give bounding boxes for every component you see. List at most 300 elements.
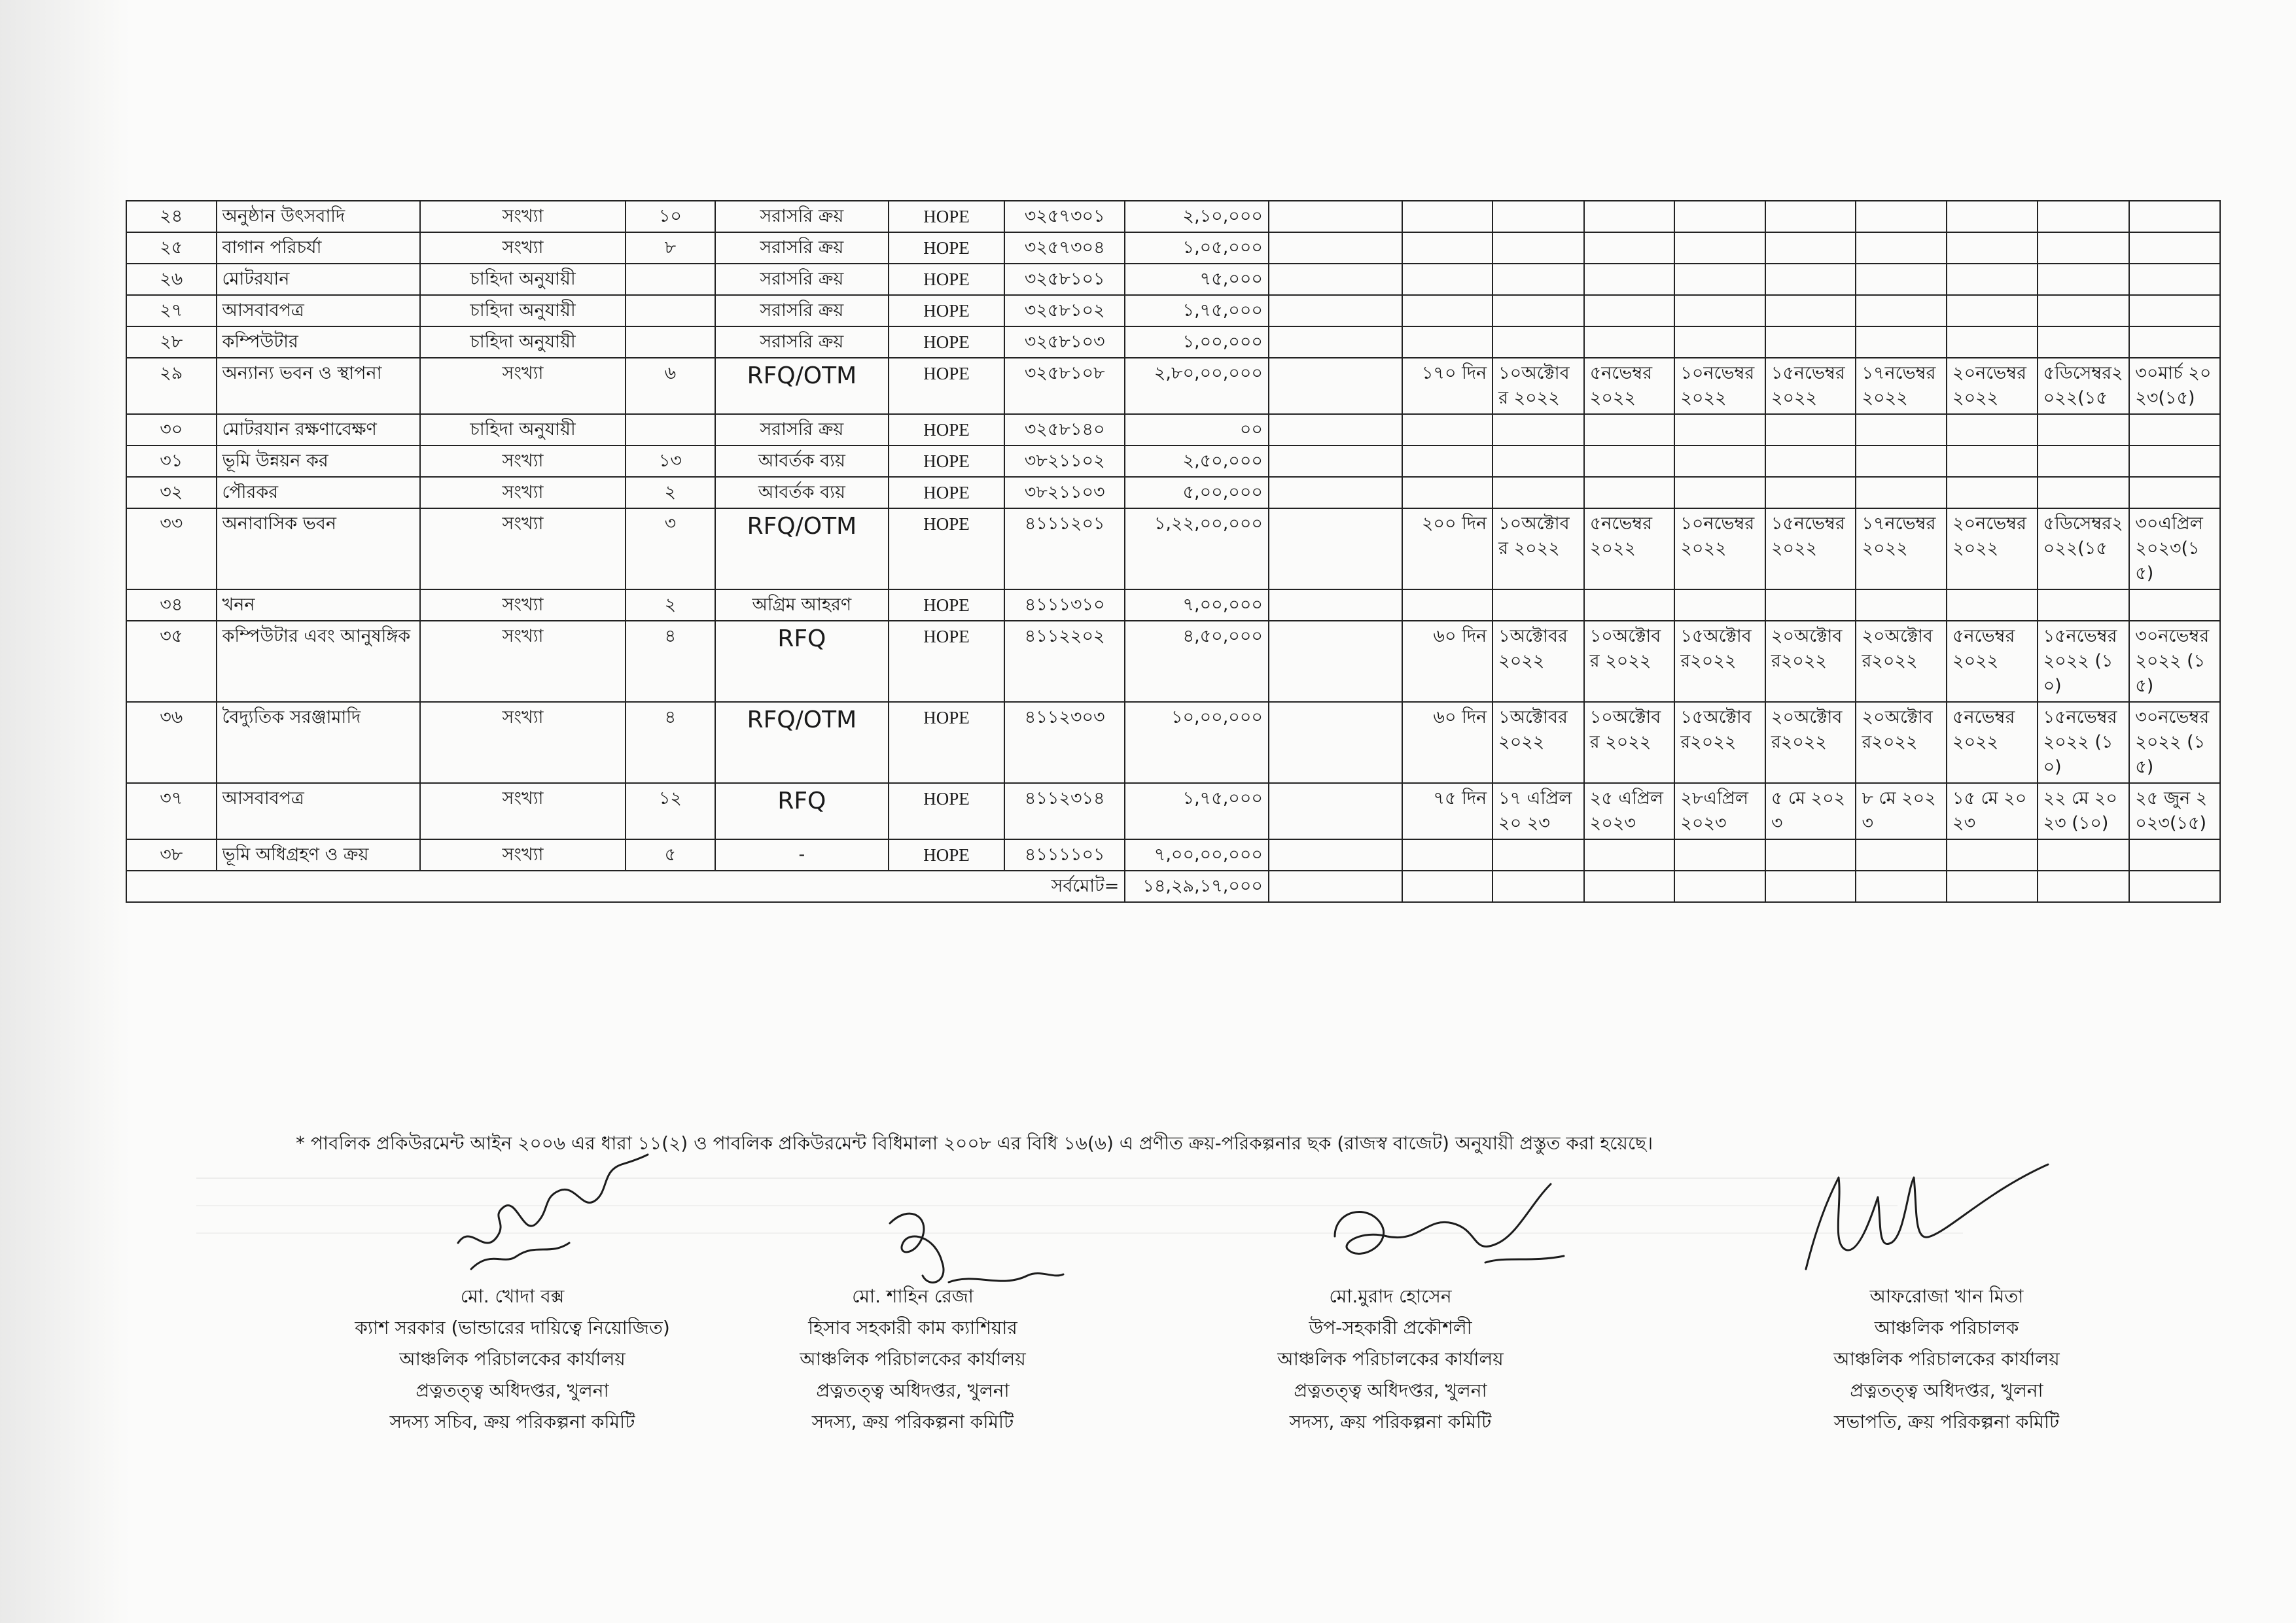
signature-murad-hossain [1322,1164,1570,1289]
signatory-name: আফরোজা খান মিতা [1869,1285,2024,1307]
cell-d4: ২০অক্টোবর২০২২ [1765,702,1856,783]
cell-qty: ৮ [626,232,715,264]
cell-d6 [1947,414,2038,445]
signatory-office: আঞ্চলিক পরিচালকের কার্যালয় [800,1348,1026,1370]
cell-d2: ২৫ এপ্রিল ২০২৩ [1584,783,1675,839]
cell-days: ৬০ দিন [1402,621,1493,702]
cell-method: সরাসরি ক্রয় [715,414,889,445]
cell-d1 [1492,589,1584,621]
cell-d5 [1856,326,1947,358]
cell-d5 [1856,839,1947,871]
table-row [126,702,2220,783]
cell-d2 [1584,477,1675,508]
cell-method: সরাসরি ক্রয় [715,201,889,232]
cell-d8 [2129,589,2220,621]
cell-code: ৩২৫৭৩০১ [1004,201,1125,232]
table-row [126,477,2220,508]
cell-approver: HOPE [889,232,1004,264]
cell-item: অনুষ্ঠান উৎসবাদি [217,201,420,232]
cell-qty [626,295,715,326]
cell-d3 [1674,477,1765,508]
cell-sl: ৩৭ [126,783,217,839]
cell-method: RFQ/OTM [715,358,889,414]
cell-method: RFQ/OTM [715,702,889,783]
cell-method: অগ্রিম আহরণ [715,589,889,621]
cell-empty [1269,871,1402,902]
cell-d3: ১০নভেম্বর ২০২২ [1674,358,1765,414]
cell-sl: ৩২ [126,477,217,508]
cell-qty [626,326,715,358]
cell-d7: ২২ মে ২০২৩ (১০) [2038,783,2130,839]
cell-d4 [1765,589,1856,621]
cell-d4 [1765,326,1856,358]
signatory-department: প্রত্নতত্ত্ব অধিদপ্তর, খুলনা [816,1380,1010,1401]
cell-days: ৭৫ দিন [1402,783,1493,839]
signatory-role: সদস্য, ক্রয় পরিকল্পনা কমিটি [811,1411,1014,1433]
cell-d2: ৫নভেম্বর ২০২২ [1584,358,1675,414]
cell-d1 [1492,295,1584,326]
cell-d5 [1856,264,1947,295]
cell-d7: ১৫নভেম্বর ২০২২ (১০) [2038,621,2130,702]
total-label: সর্বমোট= [126,871,1125,902]
cell-code: ৪১১১৩১০ [1004,589,1125,621]
cell-code: ৩২৫৮১০২ [1004,295,1125,326]
cell-d4: ১৫নভেম্বর ২০২২ [1765,358,1856,414]
cell-sl: ২৭ [126,295,217,326]
cell-d3: ১৫অক্টোবর২০২২ [1674,621,1765,702]
cell-empty [1765,871,1856,902]
cell-code: ৩২৫৮১০৩ [1004,326,1125,358]
cell-item: কম্পিউটার [217,326,420,358]
cell-blank1 [1269,414,1402,445]
cell-d8 [2129,445,2220,477]
cell-amount: ৭,০০,০০,০০০ [1125,839,1269,871]
cell-blank1 [1269,326,1402,358]
cell-d4 [1765,201,1856,232]
cell-d2: ১০অক্টোবর ২০২২ [1584,621,1675,702]
cell-amount: ৪,৫০,০০০ [1125,621,1269,702]
cell-d2 [1584,839,1675,871]
cell-d3 [1674,232,1765,264]
cell-item: আসবাবপত্র [217,783,420,839]
cell-d6 [1947,445,2038,477]
cell-d6: ১৫ মে ২০২৩ [1947,783,2038,839]
signatory-designation: উপ-সহকারী প্রকৌশলী [1309,1317,1472,1338]
cell-d4 [1765,839,1856,871]
table-row [126,839,2220,871]
cell-blank1 [1269,264,1402,295]
table-body [126,201,2220,902]
cell-blank1 [1269,589,1402,621]
cell-unit: সংখ্যা [420,358,626,414]
cell-code: ৩৮২১১০২ [1004,445,1125,477]
cell-d8 [2129,295,2220,326]
cell-d6 [1947,201,2038,232]
signatory-block [1207,1281,1574,1438]
signature-afroza-khan-mita [1793,1138,2055,1289]
cell-code: ৪১১১১০১ [1004,839,1125,871]
cell-qty: ৫ [626,839,715,871]
signatory-name: মো. শাহিন রেজা [852,1285,974,1307]
cell-empty [1674,871,1765,902]
cell-code: ৩২৫৮১০৮ [1004,358,1125,414]
cell-blank1 [1269,477,1402,508]
cell-method: - [715,839,889,871]
cell-d3 [1674,414,1765,445]
cell-approver: HOPE [889,621,1004,702]
table-row [126,508,2220,589]
cell-d7 [2038,232,2130,264]
cell-unit: সংখ্যা [420,201,626,232]
cell-unit: সংখ্যা [420,477,626,508]
cell-empty [2129,871,2220,902]
cell-method: আবর্তক ব্যয় [715,445,889,477]
signatory-block [283,1281,741,1438]
cell-days [1402,445,1493,477]
signatory-department: প্রত্নতত্ত্ব অধিদপ্তর, খুলনা [1850,1380,2043,1401]
cell-unit: সংখ্যা [420,445,626,477]
cell-d7: ৫ডিসেম্বর২০২২(১৫ [2038,508,2130,589]
cell-method: আবর্তক ব্যয় [715,477,889,508]
cell-d6: ৫নভেম্বর ২০২২ [1947,702,2038,783]
cell-d8 [2129,477,2220,508]
cell-d7 [2038,264,2130,295]
cell-amount: ৭,০০,০০০ [1125,589,1269,621]
cell-d4 [1765,295,1856,326]
cell-d1: ১০অক্টোবর ২০২২ [1492,358,1584,414]
cell-blank1 [1269,232,1402,264]
cell-d8: ৩০নভেম্বর২০২২ (১৫) [2129,702,2220,783]
cell-d3 [1674,445,1765,477]
cell-blank1 [1269,839,1402,871]
cell-sl: ৩৬ [126,702,217,783]
cell-blank1 [1269,358,1402,414]
cell-sl: ৩১ [126,445,217,477]
cell-d5: ২০অক্টোবর২০২২ [1856,621,1947,702]
cell-unit: চাহিদা অনুযায়ী [420,326,626,358]
signatory-block [730,1281,1096,1438]
cell-d8: ৩০নভেম্বর২০২২ (১৫) [2129,621,2220,702]
cell-days [1402,414,1493,445]
cell-empty [1402,871,1493,902]
cell-unit: সংখ্যা [420,508,626,589]
cell-method: RFQ [715,783,889,839]
cell-d1 [1492,839,1584,871]
cell-d7 [2038,326,2130,358]
cell-d5 [1856,295,1947,326]
scan-shadow [0,0,131,1623]
cell-approver: HOPE [889,295,1004,326]
cell-d7 [2038,839,2130,871]
cell-item: অনাবাসিক ভবন [217,508,420,589]
cell-item: ভূমি উন্নয়ন কর [217,445,420,477]
cell-amount: ৭৫,০০০ [1125,264,1269,295]
cell-d3 [1674,326,1765,358]
cell-days [1402,839,1493,871]
signatory-role: সদস্য সচিব, ক্রয় পরিকল্পনা কমিটি [389,1411,635,1433]
cell-code: ৪১১১২০১ [1004,508,1125,589]
cell-method: RFQ [715,621,889,702]
total-amount: ১৪,২৯,১৭,০০০ [1125,871,1269,902]
cell-d7: ১৫নভেম্বর ২০২২ (১০) [2038,702,2130,783]
cell-d1: ১৭ এপ্রিল ২০ ২৩ [1492,783,1584,839]
cell-item: বৈদ্যুতিক সরঞ্জামাদি [217,702,420,783]
cell-d2 [1584,589,1675,621]
cell-blank1 [1269,445,1402,477]
cell-unit: সংখ্যা [420,839,626,871]
table-row [126,326,2220,358]
cell-d7 [2038,589,2130,621]
cell-d6 [1947,232,2038,264]
cell-d5 [1856,414,1947,445]
cell-d2 [1584,326,1675,358]
cell-d2 [1584,295,1675,326]
cell-d2 [1584,264,1675,295]
cell-blank1 [1269,621,1402,702]
cell-d4: ২০অক্টোবর২০২২ [1765,621,1856,702]
cell-sl: ২৪ [126,201,217,232]
cell-item: ভূমি অধিগ্রহণ ও ক্রয় [217,839,420,871]
cell-d2 [1584,201,1675,232]
cell-qty: ২ [626,589,715,621]
cell-d1 [1492,232,1584,264]
cell-d3: ১৫অক্টোবর২০২২ [1674,702,1765,783]
cell-empty [2038,871,2130,902]
procurement-plan-table [126,200,2221,903]
signatory-department: প্রত্নতত্ত্ব অধিদপ্তর, খুলনা [415,1380,609,1401]
signatory-office: আঞ্চলিক পরিচালকের কার্যালয় [399,1348,626,1370]
cell-d6 [1947,295,2038,326]
cell-d1 [1492,201,1584,232]
signatory-name: মো.মুরাদ হোসেন [1329,1285,1452,1307]
cell-d5 [1856,477,1947,508]
table-row [126,295,2220,326]
signature-khoda-baksh [445,1145,654,1282]
cell-unit: চাহিদা অনুযায়ী [420,414,626,445]
cell-days [1402,326,1493,358]
cell-d3: ১০নভেম্বর ২০২২ [1674,508,1765,589]
cell-d5: ৮ মে ২০২৩ [1856,783,1947,839]
cell-approver: HOPE [889,839,1004,871]
cell-d7 [2038,445,2130,477]
cell-approver: HOPE [889,783,1004,839]
cell-approver: HOPE [889,477,1004,508]
cell-days [1402,295,1493,326]
signatory-office: আঞ্চলিক পরিচালকের কার্যালয় [1277,1348,1504,1370]
cell-amount: ১,৭৫,০০০ [1125,295,1269,326]
cell-d4 [1765,232,1856,264]
cell-d2: ১০অক্টোবর ২০২২ [1584,702,1675,783]
table-row [126,589,2220,621]
cell-method: সরাসরি ক্রয় [715,232,889,264]
signatory-office: আঞ্চলিক পরিচালকের কার্যালয় [1833,1348,2060,1370]
cell-qty: ১২ [626,783,715,839]
footnote: * পাবলিক প্রকিউরমেন্ট আইন ২০০৬ এর ধারা ১১(২) ও পাবলিক প্রকিউরমেন্ট বিধিমালা ২০০৮ এর বিধি ১৬(৬) এ প্রণীত ক্রয়-পরিকল্পনার ছক (রাজস্ব বাজেট) অনুযায়ী প্রস্তুত করা হয়েছে। [296,1132,1653,1154]
cell-amount: ২,৮০,০০,০০০ [1125,358,1269,414]
table-row [126,445,2220,477]
cell-qty: ১৩ [626,445,715,477]
cell-d6: ২০নভেম্বর ২০২২ [1947,358,2038,414]
cell-d2: ৫নভেম্বর ২০২২ [1584,508,1675,589]
signatory-role: সভাপতি, ক্রয় পরিকল্পনা কমিটি [1833,1411,2060,1433]
cell-d8 [2129,414,2220,445]
cell-d8 [2129,232,2220,264]
cell-approver: HOPE [889,702,1004,783]
cell-d6 [1947,326,2038,358]
cell-d1: ১অক্টোবর ২০২২ [1492,621,1584,702]
total-row [126,871,2220,902]
cell-days [1402,264,1493,295]
signatory-department: প্রত্নতত্ত্ব অধিদপ্তর, খুলনা [1294,1380,1487,1401]
cell-d5 [1856,589,1947,621]
cell-d5: ১৭নভেম্বর ২০২২ [1856,508,1947,589]
cell-d7 [2038,295,2130,326]
cell-days [1402,477,1493,508]
cell-qty [626,264,715,295]
cell-d4 [1765,414,1856,445]
cell-d2 [1584,232,1675,264]
cell-d3: ২৮এপ্রিল ২০২৩ [1674,783,1765,839]
cell-d5: ১৭নভেম্বর ২০২২ [1856,358,1947,414]
cell-amount: ১,২২,০০,০০০ [1125,508,1269,589]
cell-code: ৩২৫৮১০১ [1004,264,1125,295]
cell-qty: ৬ [626,358,715,414]
cell-d2 [1584,414,1675,445]
cell-item: মোটরযান [217,264,420,295]
cell-d3 [1674,839,1765,871]
cell-empty [1856,871,1947,902]
cell-item: খনন [217,589,420,621]
cell-code: ৪১১২৩১৪ [1004,783,1125,839]
cell-d1 [1492,326,1584,358]
cell-days: ১৭০ দিন [1402,358,1493,414]
cell-d5 [1856,445,1947,477]
cell-d5 [1856,232,1947,264]
cell-d1 [1492,264,1584,295]
cell-d1: ১০অক্টোবর ২০২২ [1492,508,1584,589]
cell-method: সরাসরি ক্রয় [715,326,889,358]
cell-d6: ৫নভেম্বর ২০২২ [1947,621,2038,702]
cell-approver: HOPE [889,358,1004,414]
cell-d3 [1674,295,1765,326]
cell-item: মোটরযান রক্ষণাবেক্ষণ [217,414,420,445]
table-row [126,621,2220,702]
cell-d6: ২০নভেম্বর ২০২২ [1947,508,2038,589]
cell-item: কম্পিউটার এবং আনুষঙ্গিক [217,621,420,702]
cell-days: ২০০ দিন [1402,508,1493,589]
cell-code: ৩২৫৮১৪০ [1004,414,1125,445]
signatory-designation: ক্যাশ সরকার (ভান্ডারের দায়িত্বে নিয়োজিত) [355,1317,670,1338]
cell-code: ৩২৫৭৩০৪ [1004,232,1125,264]
cell-d6 [1947,589,2038,621]
cell-qty: ৩ [626,508,715,589]
cell-d1 [1492,445,1584,477]
cell-d4: ১৫নভেম্বর ২০২২ [1765,508,1856,589]
cell-blank1 [1269,295,1402,326]
cell-d2 [1584,445,1675,477]
cell-item: অন্যান্য ভবন ও স্থাপনা [217,358,420,414]
cell-sl: ২৯ [126,358,217,414]
signatory-block [1763,1281,2130,1438]
cell-method: RFQ/OTM [715,508,889,589]
signatory-role: সদস্য, ক্রয় পরিকল্পনা কমিটি [1289,1411,1492,1433]
cell-approver: HOPE [889,508,1004,589]
cell-d8 [2129,839,2220,871]
signatory-designation: আঞ্চলিক পরিচালক [1874,1317,2019,1338]
cell-d4 [1765,264,1856,295]
cell-d8: ৩০এপ্রিল২০২৩(১৫) [2129,508,2220,589]
cell-sl: ৩৮ [126,839,217,871]
cell-approver: HOPE [889,326,1004,358]
cell-blank1 [1269,508,1402,589]
cell-qty: ২ [626,477,715,508]
cell-qty: ৪ [626,702,715,783]
table-row [126,414,2220,445]
cell-approver: HOPE [889,201,1004,232]
cell-d7 [2038,477,2130,508]
table-row [126,201,2220,232]
cell-item: বাগান পরিচর্যা [217,232,420,264]
cell-d7 [2038,414,2130,445]
cell-d8 [2129,264,2220,295]
cell-sl: ৩৫ [126,621,217,702]
cell-unit: সংখ্যা [420,702,626,783]
cell-approver: HOPE [889,414,1004,445]
cell-code: ৪১১২২০২ [1004,621,1125,702]
cell-days [1402,232,1493,264]
cell-approver: HOPE [889,445,1004,477]
cell-empty [1584,871,1675,902]
cell-unit: সংখ্যা [420,589,626,621]
cell-amount: ৫,০০,০০০ [1125,477,1269,508]
cell-sl: ৩৪ [126,589,217,621]
signatory-name: মো. খোদা বক্স [460,1285,565,1307]
cell-qty [626,414,715,445]
cell-item: আসবাবপত্র [217,295,420,326]
cell-sl: ২৫ [126,232,217,264]
cell-approver: HOPE [889,264,1004,295]
cell-unit: চাহিদা অনুযায়ী [420,295,626,326]
cell-days [1402,589,1493,621]
cell-sl: ২৮ [126,326,217,358]
cell-amount: ১,০০,০০০ [1125,326,1269,358]
cell-blank1 [1269,702,1402,783]
cell-d1: ১অক্টোবর ২০২২ [1492,702,1584,783]
cell-d8 [2129,201,2220,232]
cell-d1 [1492,477,1584,508]
cell-d8: ২৫ জুন ২০২৩(১৫) [2129,783,2220,839]
cell-code: ৪১১২৩০৩ [1004,702,1125,783]
cell-d5 [1856,201,1947,232]
cell-d3 [1674,589,1765,621]
cell-unit: চাহিদা অনুযায়ী [420,264,626,295]
cell-blank1 [1269,783,1402,839]
cell-code: ৩৮২১১০৩ [1004,477,1125,508]
cell-days [1402,201,1493,232]
cell-d4 [1765,477,1856,508]
table-row [126,232,2220,264]
cell-amount: ১০,০০,০০০ [1125,702,1269,783]
cell-sl: ৩০ [126,414,217,445]
cell-qty: ৪ [626,621,715,702]
cell-qty: ১০ [626,201,715,232]
signatory-designation: হিসাব সহকারী কাম ক্যাশিয়ার [808,1317,1017,1338]
cell-d4: ৫ মে ২০২৩ [1765,783,1856,839]
cell-blank1 [1269,201,1402,232]
cell-item: পৌরকর [217,477,420,508]
cell-amount: ২,৫০,০০০ [1125,445,1269,477]
cell-sl: ২৬ [126,264,217,295]
